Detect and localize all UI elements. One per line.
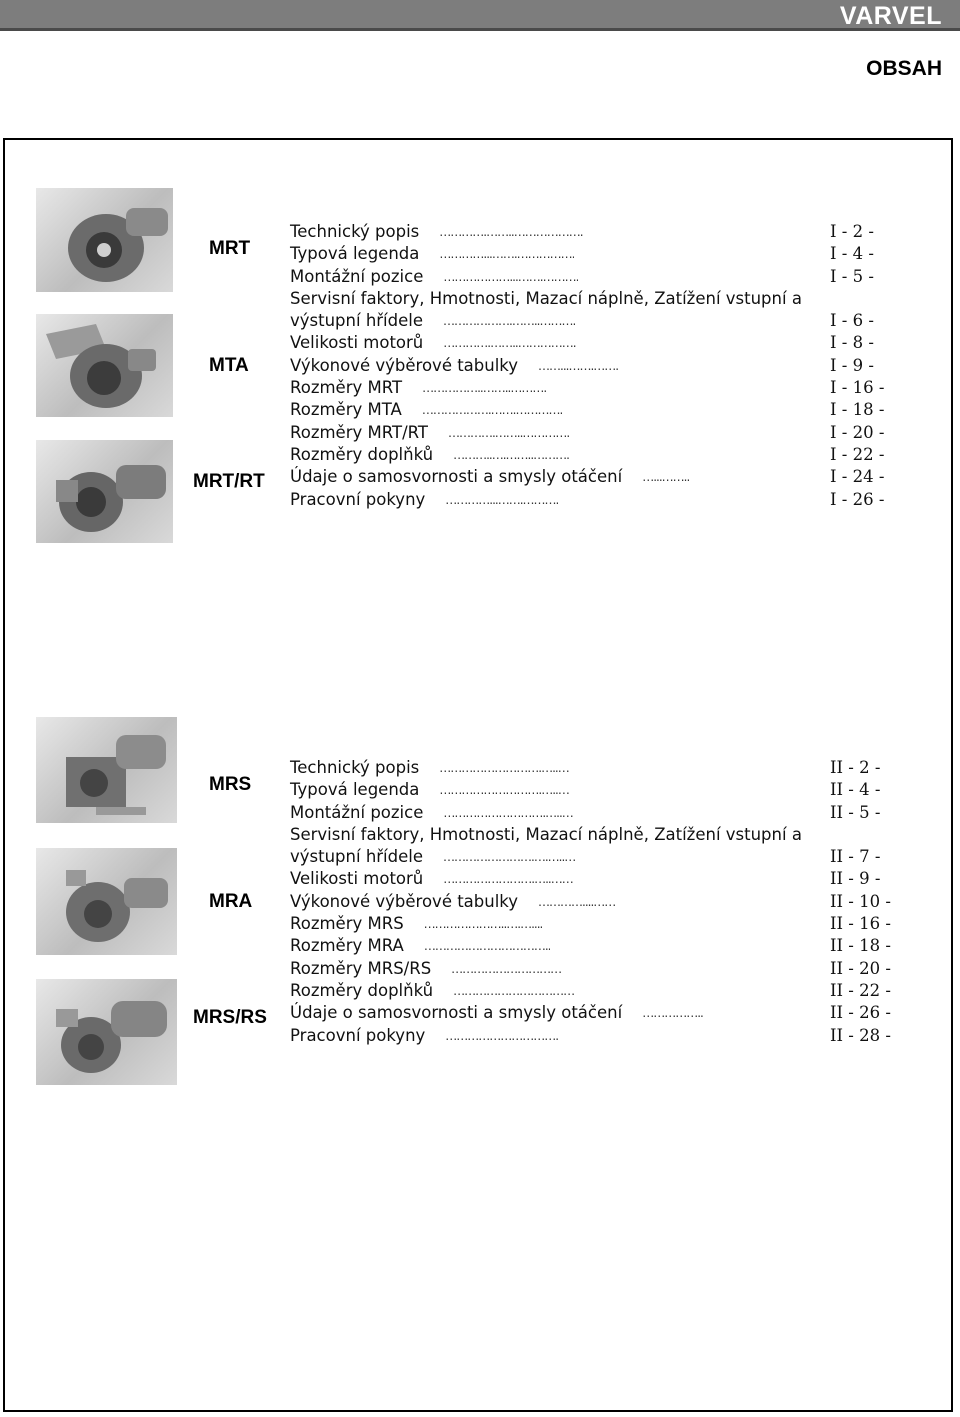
toc-leader: …………………….…..…… [443,872,573,887]
toc-section-1 [290,221,930,511]
toc-entry-title: Pracovní pokyny [290,489,426,509]
toc-leader: …………….. [642,1006,703,1021]
toc-page-number: II - 16 - [830,914,891,934]
toc-entry-title: Výkonové výběrové tabulky [290,355,519,375]
toc-entry[interactable] [290,466,930,488]
toc-page-number: II - 28 - [830,1025,891,1045]
toc-leader: …………………………….. [423,939,551,954]
toc-entry-title: Rozměry MRS [290,914,404,934]
toc-leader: …………………….….…..… [443,850,576,865]
toc-entry[interactable] [290,444,930,466]
toc-entry[interactable] [290,266,930,288]
toc-leader: ……...…….……. [538,358,619,373]
product-photo-mrs [36,717,177,823]
toc-page-number: I - 4 - [830,244,874,264]
toc-leader: ……………………….…..… [439,783,569,798]
toc-entry[interactable] [290,891,930,913]
toc-entry-title: Rozměry MRT [290,378,403,398]
header-divider [0,28,960,31]
toc-page-number: II - 22 - [830,980,891,1000]
toc-page-number: I - 24 - [830,467,885,487]
toc-leader: ………………………… [451,961,562,976]
series-label-mra: MRA [209,891,253,912]
toc-entry-title: výstupní hřídele [290,847,423,867]
toc-entry-title: Údaje o samosvornosti a smysly otáčení [290,1003,623,1023]
toc-entry-title: Údaje o samosvornosti a smysly otáčení [290,467,623,487]
toc-page-number: I - 2 - [830,222,874,241]
toc-entry[interactable] [290,935,930,957]
toc-entry-title: Rozměry doplňků [290,980,434,1000]
toc-entry-title: Rozměry doplňků [290,444,434,464]
series-label-mrt: MRT [209,238,251,259]
toc-page-number: II - 26 - [830,1003,891,1023]
toc-entry-title: Montážní pozice [290,266,424,286]
toc-entry[interactable] [290,846,930,868]
toc-page-number: II - 2 - [830,758,881,777]
toc-leader: …...…….. [642,470,690,485]
toc-leader: ……………..……..………. [422,381,547,396]
toc-page-number: I - 22 - [830,444,885,464]
toc-entry[interactable] [290,868,930,890]
toc-entry-title: Typová legenda [290,780,420,800]
toc-page-number: I - 16 - [830,378,885,398]
toc-page-number: I - 26 - [830,489,885,509]
toc-leader: …………………………… [453,983,575,998]
toc-page-number: I - 20 - [830,422,885,442]
toc-entry[interactable] [290,913,930,935]
brand-logo: VARVEL [839,2,942,30]
series-label-mrs-rs: MRS/RS [193,1007,267,1028]
toc-leader: ………..….……..………. [453,447,569,462]
toc-entry-title: Montážní pozice [290,802,424,822]
series-label-mrs: MRS [209,774,252,795]
toc-entry-title: Technický popis [290,758,420,777]
toc-leader: ………….……..………………. [439,225,583,239]
toc-entry-title: Rozměry MRA [290,936,404,956]
toc-entry[interactable] [290,355,930,377]
toc-entry[interactable] [290,980,930,1002]
page-title: OBSAH [866,57,942,80]
product-photo-mrt-rt [36,440,173,543]
toc-leader: …………………………. [445,1028,559,1043]
toc-page-number: I - 5 - [830,266,874,286]
toc-entry[interactable] [290,332,930,354]
toc-entry-title: Rozměry MRS/RS [290,958,432,978]
toc-leader: ……………….…….…………. [421,403,563,418]
toc-entry-title: Velikosti motorů [290,869,424,889]
toc-leader: ……………………….…..… [439,761,569,775]
toc-entry-title: Technický popis [290,222,420,241]
toc-page-number: I - 18 - [830,400,885,420]
toc-page-number: II - 7 - [830,847,881,867]
toc-entry[interactable] [290,802,930,824]
toc-leader: ………….……..…………. [447,425,570,440]
toc-entry[interactable] [290,1025,930,1047]
toc-leader: …………...…….………. [445,492,559,507]
toc-page-number: II - 9 - [830,869,881,889]
toc-entry[interactable] [290,824,930,846]
toc-entry[interactable] [290,779,930,801]
toc-entry-title: Rozměry MTA [290,400,402,420]
toc-entry-title: Servisní faktory, Hmotnosti, Mazací náplně, Zatížení vstupní a [290,824,802,844]
toc-entry[interactable] [290,288,930,310]
toc-entry-title: Pracovní pokyny [290,1025,426,1045]
toc-entry[interactable] [290,377,930,399]
toc-leader: ……………….……..………. [443,314,576,329]
toc-entry-title: Typová legenda [290,244,420,264]
toc-page-number: I - 6 - [830,311,874,331]
toc-leader [802,824,822,846]
series-label-mrt-rt: MRT/RT [193,471,265,492]
toc-section-2 [290,757,930,1047]
toc-entry[interactable] [290,489,930,511]
toc-page-number: II - 4 - [830,780,881,800]
product-photo-mta [36,314,173,417]
toc-entry[interactable] [290,221,930,243]
toc-entry[interactable] [290,422,930,444]
product-photo-mra [36,848,177,955]
toc-page-number: II - 10 - [830,891,891,911]
toc-page-number: I - 9 - [830,355,874,375]
toc-leader: ………….……..……………. [443,336,576,351]
product-photo-mrt [36,188,173,292]
toc-leader: …………....…… [538,894,616,909]
toc-entry-title: Rozměry MRT/RT [290,422,428,442]
toc-leader: ………………...…….………. [443,269,579,284]
toc-page-number: II - 20 - [830,958,891,978]
toc-entry-title: Servisní faktory, Hmotnosti, Mazací náplně, Zatížení vstupní a [290,288,802,308]
toc-leader: …………...…….……………. [439,247,575,262]
product-photo-mrs-rs [36,979,177,1085]
toc-entry-title: Výkonové výběrové tabulky [290,891,519,911]
toc-entry-title: Velikosti motorů [290,333,424,353]
toc-leader: ……………………….…..… [443,805,573,820]
toc-page-number: II - 18 - [830,936,891,956]
toc-entry[interactable] [290,1002,930,1024]
header-bar [0,0,960,30]
toc-entry[interactable] [290,310,930,332]
toc-entry[interactable] [290,757,930,779]
toc-page-number: II - 5 - [830,802,881,822]
toc-page-number: I - 8 - [830,333,874,353]
toc-leader [802,288,822,310]
toc-entry-title: výstupní hřídele [290,311,423,331]
toc-entry[interactable] [290,399,930,421]
toc-entry[interactable] [290,958,930,980]
series-label-mta: MTA [209,355,249,376]
toc-leader: …………………..….….... [423,917,543,932]
toc-entry[interactable] [290,243,930,265]
